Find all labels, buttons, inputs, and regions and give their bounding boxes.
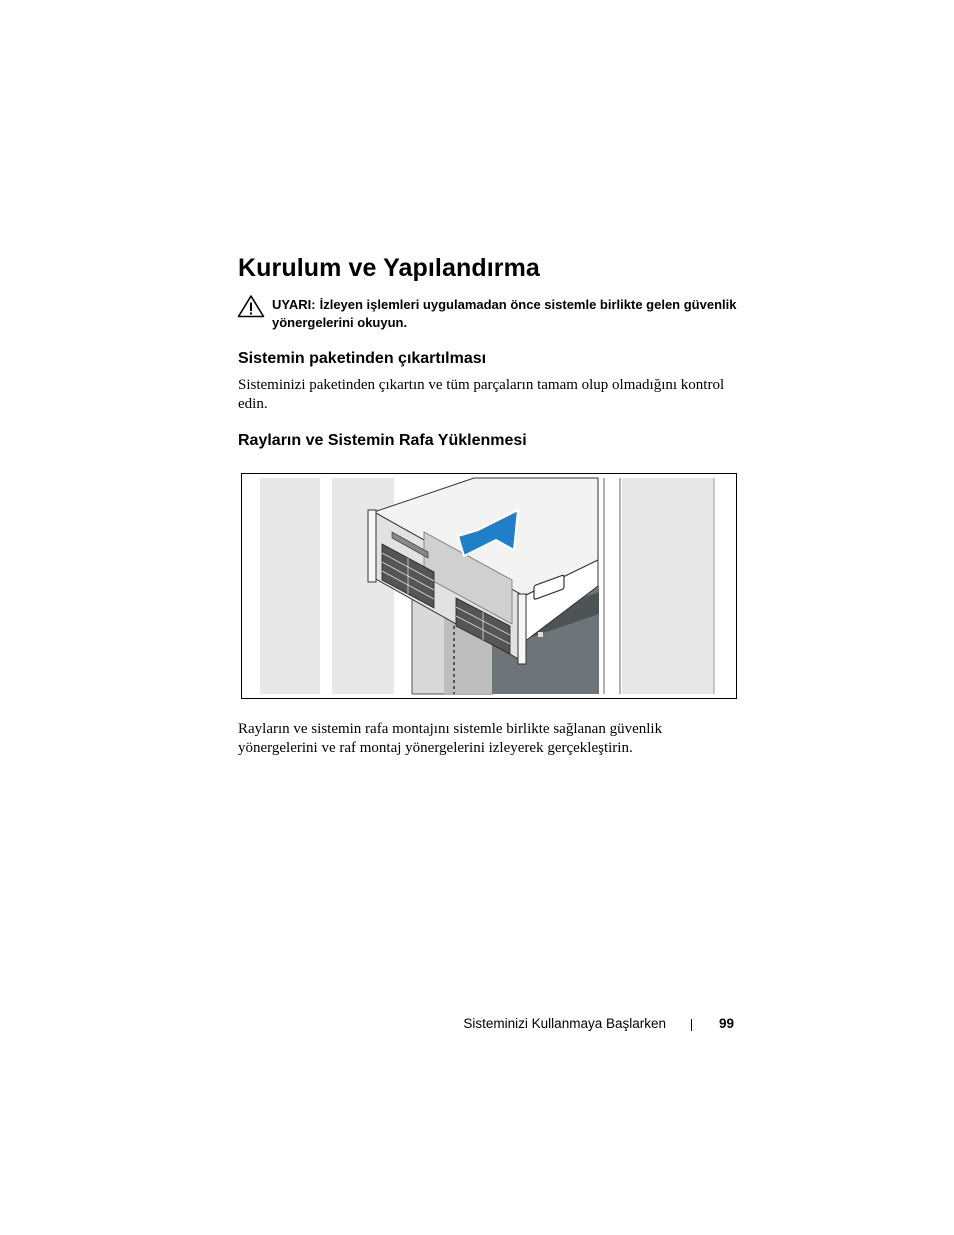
server-handle-right — [518, 594, 526, 664]
warning-triangle-icon — [237, 294, 265, 318]
section-body-rack-install: Rayların ve sistemin rafa montajını sistemle birlikte sağlanan güvenlik yönergelerini ve raf montaj yönergelerini izleyerek gerçekleştirin. — [238, 721, 663, 756]
section-heading-unpacking: Sistemin paketinden çıkartılması — [238, 350, 487, 367]
section-body-unpacking: Sisteminizi paketinden çıkartın ve tüm parçaların tamam olup olmadığını kontrol edin. — [238, 377, 725, 412]
rack-panel-left — [260, 478, 320, 694]
page-title: Kurulum ve Yapılandırma — [238, 254, 540, 282]
server-handle-left — [368, 510, 376, 582]
rack-installation-illustration — [241, 473, 737, 699]
footer-title: Sisteminizi Kullanmaya Başlarken — [463, 1016, 666, 1031]
warning-label: UYARI: — [272, 297, 316, 312]
section-heading-rack-install: Rayların ve Sistemin Rafa Yüklenmesi — [238, 432, 527, 449]
warning-text: İzleyen işlemleri uygulamadan önce sistemle birlikte gelen güvenlik yönergelerini okuyun. — [272, 297, 737, 330]
rack-panel-right — [622, 478, 714, 694]
warning-notice — [272, 296, 742, 331]
footer-separator — [691, 1019, 692, 1031]
page-number: 99 — [719, 1016, 735, 1031]
